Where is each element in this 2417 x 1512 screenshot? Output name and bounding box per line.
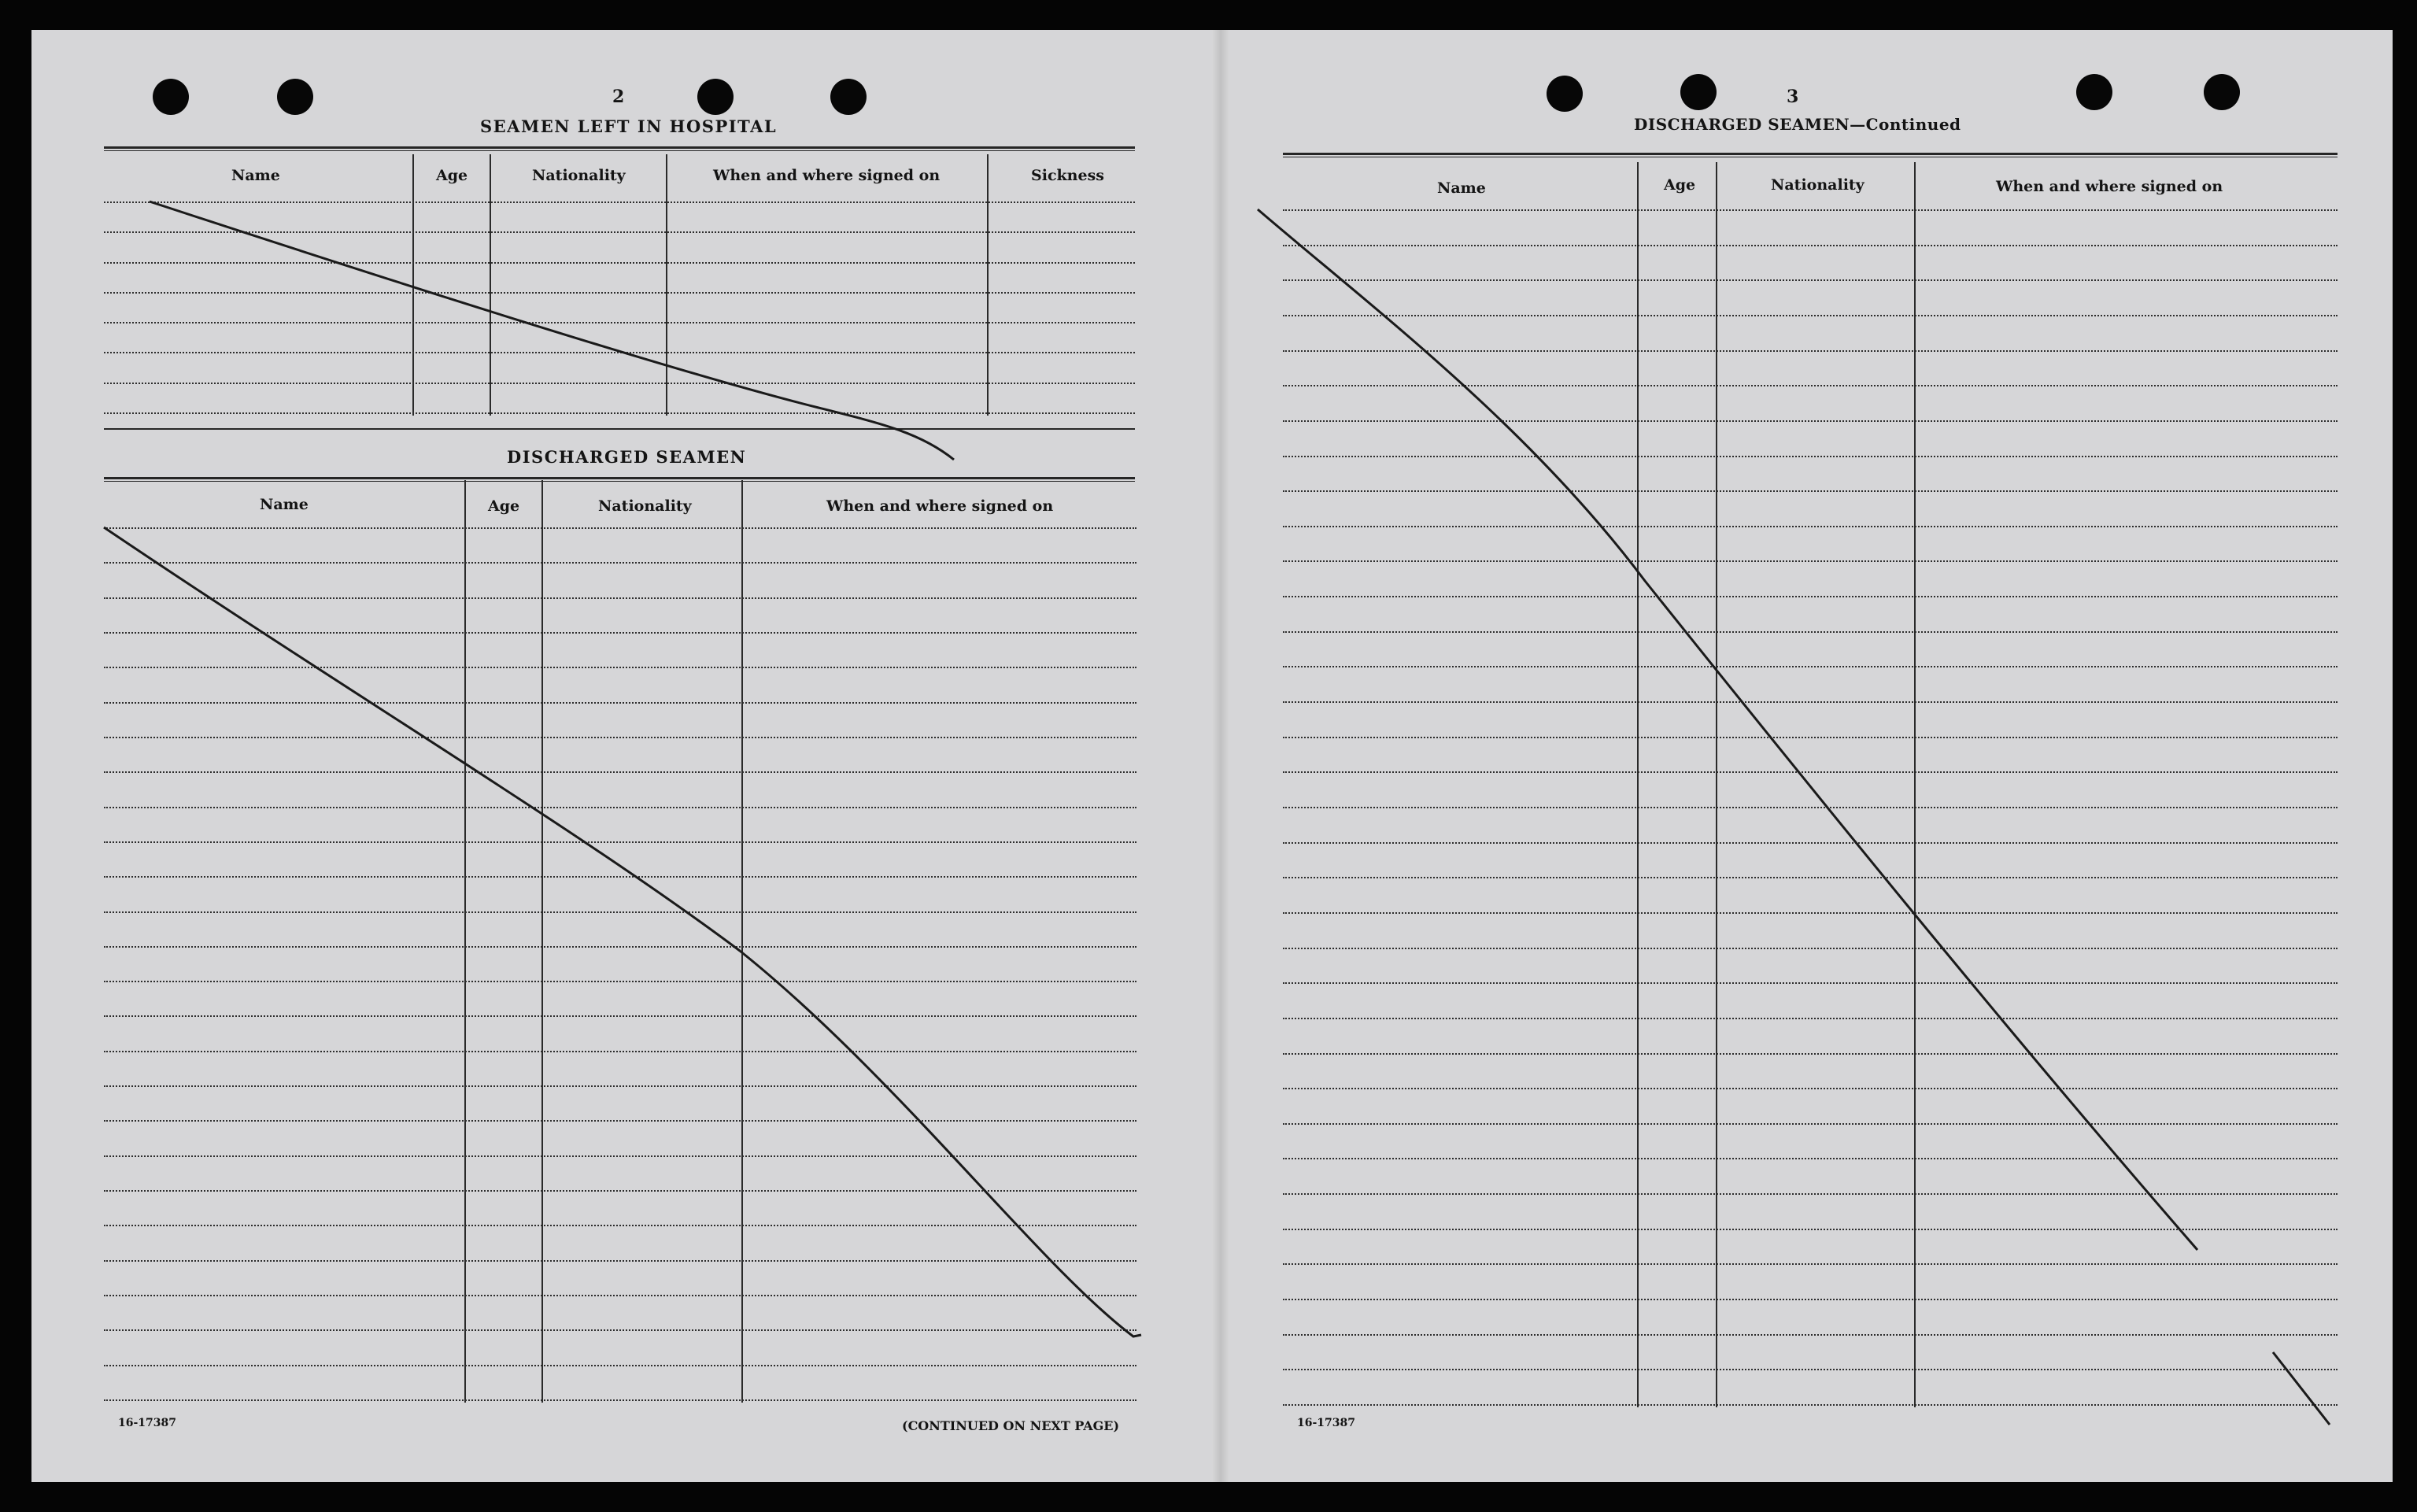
page-number: 3	[1787, 87, 1799, 107]
column-header-name: Name	[260, 496, 309, 513]
column-header-signed-on: When and where signed on	[826, 497, 1054, 515]
column-header-name: Name	[1437, 179, 1486, 197]
column-header-signed-on: When and where signed on	[713, 167, 941, 184]
column-header-sickness: Sickness	[1031, 167, 1104, 184]
discharged-section-title: DISCHARGED SEAMEN	[507, 447, 747, 467]
hospital-strike-line	[150, 201, 954, 460]
column-header-age: Age	[1664, 176, 1696, 194]
right-strike-line	[1258, 209, 2197, 1250]
column-header-name: Name	[231, 167, 280, 184]
continued-note: (CONTINUED ON NEXT PAGE)	[902, 1418, 1120, 1433]
column-header-signed-on: When and where signed on	[1996, 178, 2223, 195]
form-number: 16-17387	[118, 1417, 176, 1429]
column-header-age: Age	[436, 167, 468, 184]
strike-through-lines	[31, 30, 2393, 1482]
column-header-nationality: Nationality	[1771, 176, 1864, 194]
right-corner-strike-line	[2273, 1352, 2330, 1425]
hospital-section-title: SEAMEN LEFT IN HOSPITAL	[480, 116, 778, 136]
column-header-nationality: Nationality	[532, 167, 626, 184]
column-header-nationality: Nationality	[598, 497, 692, 515]
section-title: DISCHARGED SEAMEN—Continued	[1634, 115, 1961, 134]
ledger-sheet	[31, 30, 2393, 1482]
form-number: 16-17387	[1297, 1417, 1355, 1429]
column-header-age: Age	[488, 497, 520, 515]
discharged-strike-line	[104, 527, 1141, 1336]
page-number: 2	[612, 87, 625, 107]
